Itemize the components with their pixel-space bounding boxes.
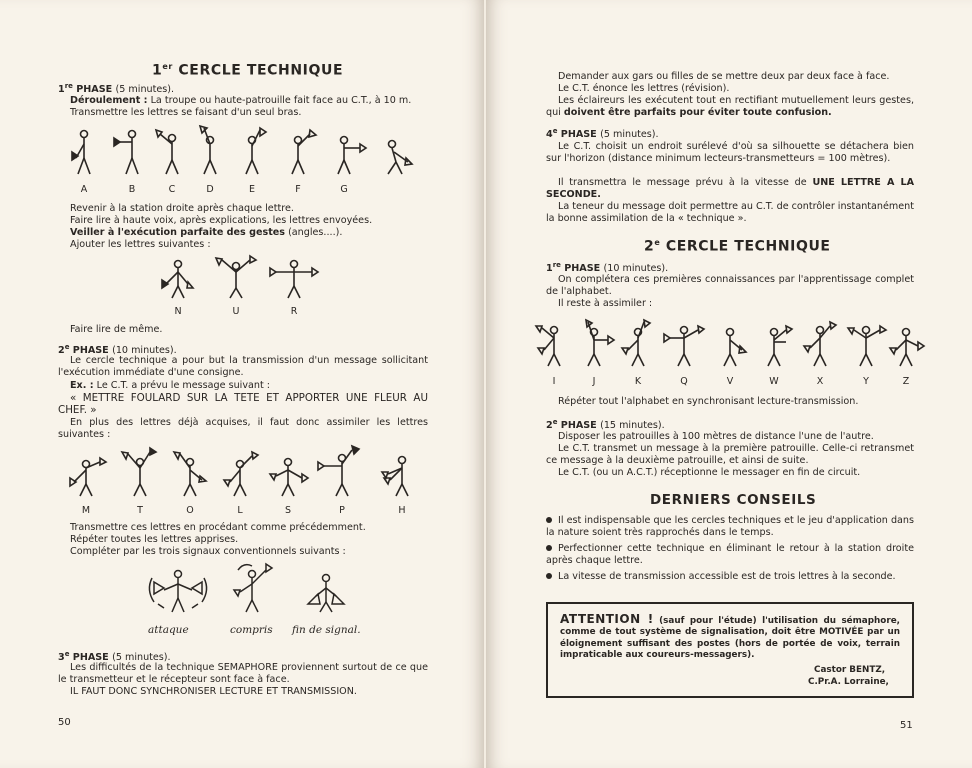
signal-compris xyxy=(234,564,272,612)
figure-m xyxy=(70,458,106,496)
figure-a xyxy=(72,131,90,175)
figure-z xyxy=(890,329,924,367)
figure-g xyxy=(338,137,366,175)
example-text: Ex. : Le C.T. a prévu le message suivant : xyxy=(70,380,271,391)
phase-2-heading: 2e PHASE (10 minutes). xyxy=(58,343,177,357)
phase-3-text: Les difficultés de la technique SEMAPHORE proviennent surtout de ce que le transmetteur et le récepteur sont face à face. xyxy=(58,662,428,686)
phase-3-heading: 3e PHASE (5 minutes). xyxy=(58,650,171,664)
conseil-3: La vitesse de transmission accessible est de trois lettres à la seconde. xyxy=(546,571,896,583)
transmettra-text: Il transmettra le message prévu à la vitesse de UNE LETTRE A LA SECONDE. xyxy=(546,177,914,201)
receptionne-text: Le C.T. (ou un A.C.T.) réceptionne le messager en fin de circuit. xyxy=(558,467,861,478)
attention-text: ATTENTION ! (sauf pour l'étude) l'utilisation du sémaphore, comme de tout système de signalisation, doit être MOTIVÉE par un éloignement suffisant des postes (hors de portée de voix, terrain impraticable aux coureurs-messagers). xyxy=(560,612,900,661)
phase-2-text: Le cercle technique a pour but la transmission d'un message sollicitant l'exécution immédiate d'une consigne. xyxy=(58,355,428,379)
revenir-text: Revenir à la station droite après chaque lettre. xyxy=(70,203,294,214)
semaphore-figures-m-h xyxy=(62,446,422,504)
figure-r xyxy=(270,261,318,299)
ajouter-text: Ajouter les lettres suivantes : xyxy=(70,239,211,250)
section-title-2: 2e CERCLE TECHNIQUE xyxy=(644,238,831,255)
figure-w xyxy=(768,326,792,366)
figure-l xyxy=(224,452,258,496)
bullet-icon xyxy=(546,573,552,579)
attention-author: Castor BENTZ, xyxy=(814,665,886,675)
figure-p xyxy=(318,446,359,496)
transmettre-ces-lettres: Transmettre ces lettres en procédant comme précédemment. xyxy=(70,522,366,533)
figure-v xyxy=(724,329,746,367)
conseils-title: DERNIERS CONSEILS xyxy=(650,492,817,508)
figure-d xyxy=(200,126,216,174)
letters-row-i-z: I J K Q V W X Y Z xyxy=(552,376,910,387)
phase-3-caps: IL FAUT DONC SYNCHRONISER LECTURE ET TRANSMISSION. xyxy=(70,686,357,697)
bullet-icon xyxy=(546,517,552,523)
signal-attaque xyxy=(149,571,206,613)
intro-line-1: Demander aux gars ou filles de se mettre deux par deux face à face. xyxy=(558,71,890,82)
figure-q xyxy=(664,326,704,366)
figure-o xyxy=(174,452,206,496)
semaphore-figures-n-u-r xyxy=(150,252,320,306)
left-page xyxy=(0,0,484,768)
figure-t xyxy=(122,448,156,496)
semaphore-figures-i-z xyxy=(534,320,924,374)
signal-label-compris: compris xyxy=(230,624,273,636)
phase-1-heading-2: 1re PHASE (10 minutes). xyxy=(546,261,669,275)
figure-y xyxy=(848,326,886,366)
figure-g2 xyxy=(388,141,412,175)
letters-row-a-g: A B C D E F G xyxy=(80,184,348,195)
completer-text: Compléter par les trois signaux conventionnels suivants : xyxy=(70,546,346,557)
attention-org: C.Pr.A. Lorraine, xyxy=(808,677,889,687)
phase-4-text: Le C.T. choisit un endroit surélevé d'où sa silhouette se détachera bien sur l'horizon (distance minimum lecteurs-transmetteurs = 100 mètres). xyxy=(546,141,914,165)
transmet-text: Le C.T. transmet un message à la première patrouille. Celle-ci retransmet ce message à la deuxième patrouille, et ainsi de suite. xyxy=(546,443,914,467)
figure-f xyxy=(292,130,316,174)
figure-b xyxy=(114,131,138,175)
phase-2-heading-2: 2e PHASE (15 minutes). xyxy=(546,418,665,432)
phase-1-heading: 1re PHASE (5 minutes). xyxy=(58,82,175,96)
bullet-icon xyxy=(546,545,552,551)
attention-box xyxy=(546,602,914,698)
signal-label-attaque: attaque xyxy=(148,624,189,636)
plus-text: En plus des lettres déjà acquises, il faut donc assimiler les lettres suivantes : xyxy=(58,417,428,441)
section-title-1: 1er CERCLE TECHNIQUE xyxy=(152,62,344,79)
page-number-right: 51 xyxy=(900,720,913,731)
conseil-1: Il est indispensable que les cercles techniques et le jeu d'application dans la nature soient très rapprochés dans le temps. xyxy=(546,515,914,539)
disposer-text: Disposer les patrouilles à 100 mètres de distance l'une de l'autre. xyxy=(558,431,874,442)
teneur-text: La teneur du message doit permettre au C.T. de contrôler instantanément la bonne assimilation de la « technique ». xyxy=(546,201,914,225)
signal-fin xyxy=(308,575,344,613)
figure-i xyxy=(536,326,560,366)
page-number-left: 50 xyxy=(58,717,71,728)
deroulement-text: Déroulement : La troupe ou haute-patrouille fait face au C.T., à 10 m. xyxy=(70,95,412,106)
figure-s xyxy=(270,459,308,497)
faire-lire-text: Faire lire à haute voix, après explications, les lettres envoyées. xyxy=(70,215,373,226)
phase-4-heading: 4e PHASE (5 minutes). xyxy=(546,127,659,141)
completera-text: On complétera ces premières connaissances par l'apprentissage complet de l'alphabet. xyxy=(546,274,914,298)
repeter-lettres: Répéter toutes les lettres apprises. xyxy=(70,534,239,545)
transmettre-text: Transmettre les lettres se faisant d'un seul bras. xyxy=(70,107,302,118)
signal-label-fin: fin de signal. xyxy=(292,624,361,636)
veiller-text: Veiller à l'exécution parfaite des gestes (angles....). xyxy=(70,227,343,238)
faire-lire-meme: Faire lire de même. xyxy=(70,324,163,335)
semaphore-figures-a-g xyxy=(62,126,422,186)
message-text: « METTRE FOULARD SUR LA TETE ET APPORTER UNE FLEUR AU CHEF. » xyxy=(58,392,428,417)
letters-row-n-u-r: N U R xyxy=(174,306,298,317)
figure-h xyxy=(382,457,408,497)
figure-u xyxy=(216,256,256,298)
letters-row-m-h: M T O L S P H xyxy=(81,505,406,516)
figure-c xyxy=(156,130,178,174)
figure-n xyxy=(162,261,193,299)
intro-line-2: Le C.T. énonce les lettres (révision). xyxy=(558,83,730,94)
right-page xyxy=(486,0,972,768)
figure-j xyxy=(586,320,614,366)
eclaireurs-text: Les éclaireurs les exécutent tout en rectifiant mutuellement leurs gestes, qui doivent être parfaits pour éviter toute confusion. xyxy=(546,95,914,119)
figure-k xyxy=(622,320,650,366)
reste-text: Il reste à assimiler : xyxy=(558,298,653,309)
signal-figures xyxy=(140,562,370,624)
figure-e xyxy=(246,128,266,174)
repeter-alphabet: Répéter tout l'alphabet en synchronisant lecture-transmission. xyxy=(558,396,859,407)
figure-x xyxy=(804,322,836,366)
conseil-2: Perfectionner cette technique en éliminant le retour à la station droite après chaque lettre. xyxy=(546,543,914,567)
